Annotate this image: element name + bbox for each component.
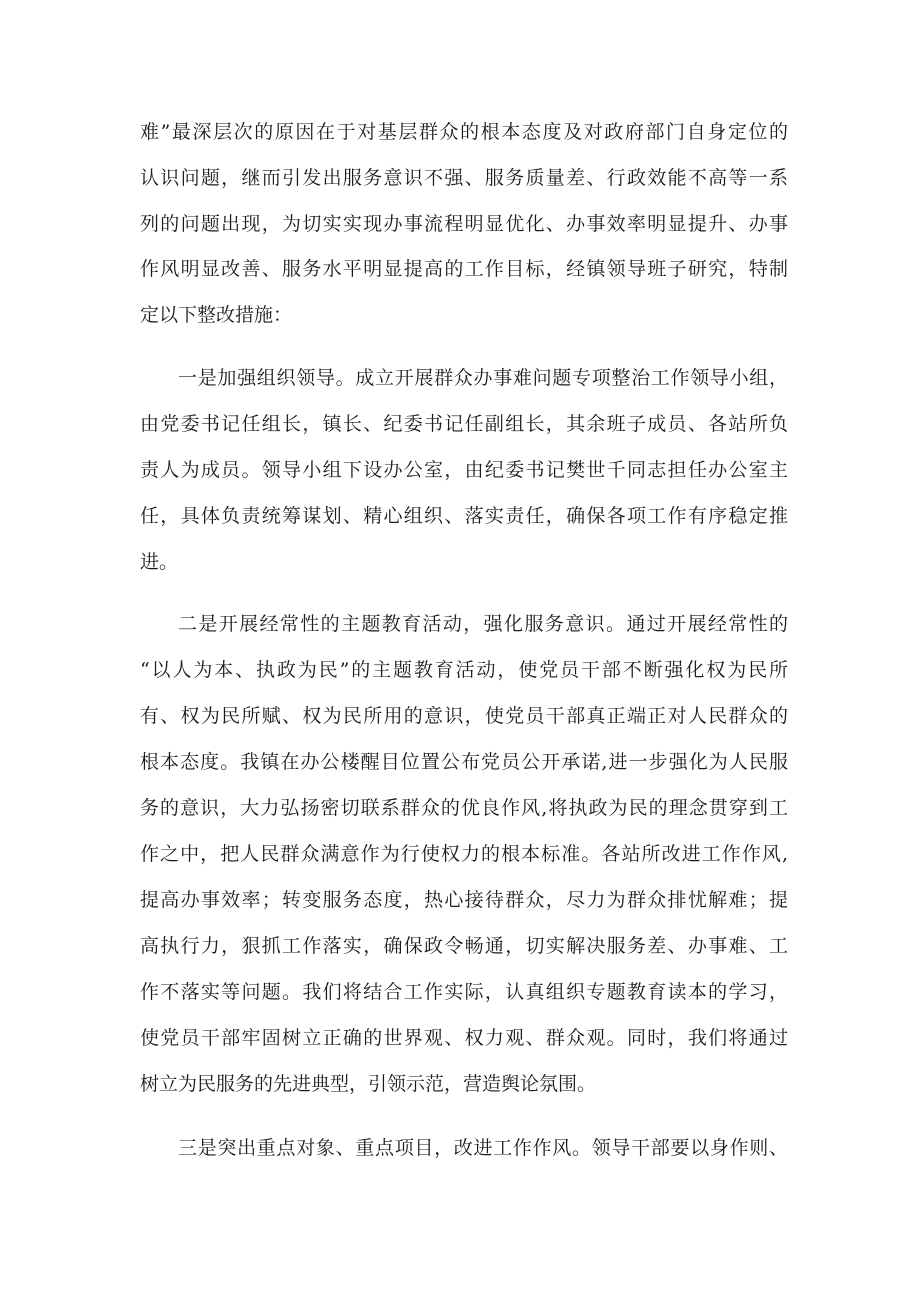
text-line: 有、权为民所赋、权为民所用的意识，使党员干部真正端正对人民群众的 [140,705,788,727]
text-line: 三是突出重点对象、重点项目，改进工作作风。领导干部要以身作则、 [178,1137,788,1159]
text-line: 任，具体负责统筹谋划、精心组织、落实责任，确保各项工作有序稳定推 [140,505,788,527]
text-line: 难”最深层次的原因在于对基层群众的根本态度及对政府部门自身定位的 [140,121,788,143]
text-line: 根本态度。我镇在办公楼醒目位置公布党员公开承诺,进一步强化为人民服 [140,751,788,773]
text-line: 高执行力，狠抓工作落实，确保政令畅通，切实解决服务差、办事难、工 [140,935,788,957]
text-line: 由党委书记任组长，镇长、纪委书记任副组长，其余班子成员、各站所负 [140,413,788,435]
text-line: 定以下整改措施： [140,304,293,326]
text-line: 务的意识，大力弘扬密切联系群众的优良作风,将执政为民的理念贯穿到工 [140,797,788,819]
text-line: 树立为民服务的先进典型，引领示范，营造舆论氛围。 [140,1073,597,1095]
text-line: 作风明显改善、服务水平明显提高的工作目标，经镇领导班子研究，特制 [140,258,788,280]
text-line: 作不落实等问题。我们将结合工作实际，认真组织专题教育读本的学习， [140,981,788,1003]
text-line: 一是加强组织领导。成立开展群众办事难问题专项整治工作领导小组， [178,367,788,389]
text-line: 作之中，把人民群众满意作为行使权力的根本标准。各站所改进工作作风, [140,843,788,865]
text-line: 认识问题，继而引发出服务意识不强、服务质量差、行政效能不高等一系 [140,167,788,189]
text-line: 列的问题出现，为切实实现办事流程明显优化、办事效率明显提升、办事 [140,213,788,235]
text-line: 二是开展经常性的主题教育活动，强化服务意识。通过开展经常性的 [178,613,788,635]
text-line: 提高办事效率；转变服务态度，热心接待群众，尽力为群众排忧解难；提 [140,889,788,911]
text-line: 进。 [140,551,179,573]
text-line: 使党员干部牢固树立正确的世界观、权力观、群众观。同时，我们将通过 [140,1027,788,1049]
text-line: “以人为本、执政为民”的主题教育活动，使党员干部不断强化权为民所 [140,659,788,681]
text-line: 责人为成员。领导小组下设办公室，由纪委书记樊世千同志担任办公室主 [140,459,788,481]
